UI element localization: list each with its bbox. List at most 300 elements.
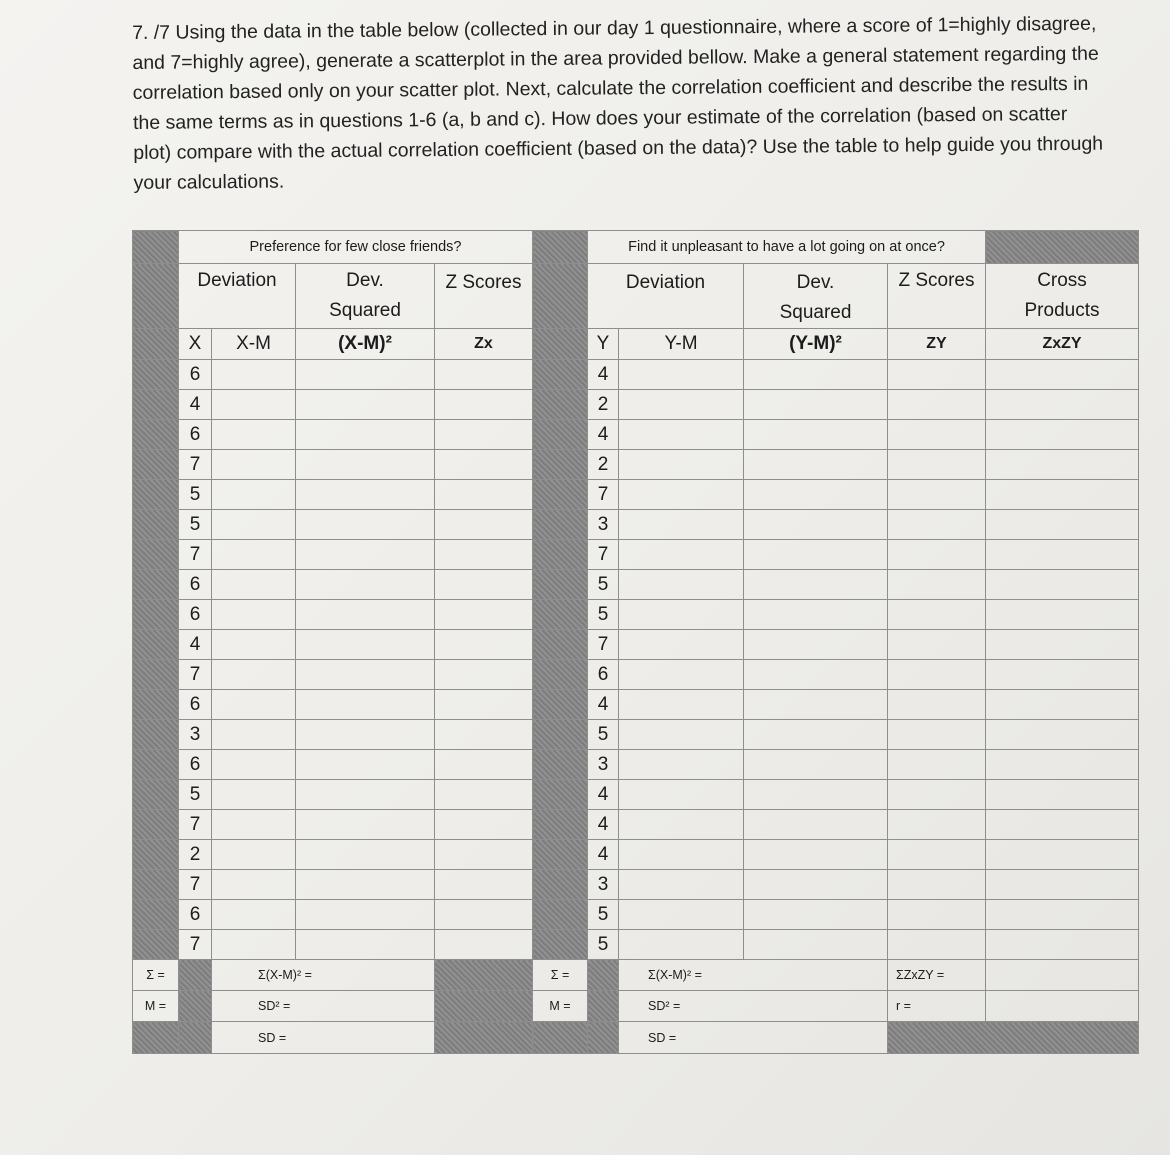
shade-cell xyxy=(533,810,588,840)
zx-cell xyxy=(435,930,533,960)
y-deviation-header: Deviation xyxy=(588,264,744,329)
x-value: 6 xyxy=(179,600,212,630)
table-row xyxy=(133,840,1139,870)
shade-cell xyxy=(133,264,179,329)
x-squared-cell xyxy=(296,480,435,510)
zx-cell xyxy=(435,450,533,480)
shade-cell xyxy=(533,570,588,600)
x-symbol: X xyxy=(179,329,212,360)
x-minus-m-cell xyxy=(212,360,296,390)
shade-cell xyxy=(133,540,179,570)
shade-cell xyxy=(133,930,179,960)
y-value: 4 xyxy=(588,360,619,390)
zx-cell xyxy=(435,690,533,720)
y-value: 2 xyxy=(588,450,619,480)
y-minus-m-cell xyxy=(619,660,744,690)
y-squared-cell xyxy=(744,810,888,840)
x-minus-m-cell xyxy=(212,450,296,480)
y-value: 5 xyxy=(588,720,619,750)
table-row xyxy=(133,450,1139,480)
zxzy-cell xyxy=(986,360,1139,390)
shade-cell xyxy=(435,991,533,1022)
zx-cell xyxy=(435,720,533,750)
zy-cell xyxy=(888,420,986,450)
y-sd-squared-label: SD² = xyxy=(619,991,888,1022)
y-squared-cell xyxy=(744,720,888,750)
shade-cell xyxy=(533,510,588,540)
x-squared-cell xyxy=(296,390,435,420)
shade-cell xyxy=(133,720,179,750)
shade-cell xyxy=(179,960,212,991)
x-minus-m-cell xyxy=(212,900,296,930)
x-deviation-header: Deviation xyxy=(179,264,296,329)
cross-label: Cross xyxy=(1037,270,1087,291)
y-minus-m-cell xyxy=(619,870,744,900)
x-minus-m-cell xyxy=(212,720,296,750)
zx-cell xyxy=(435,840,533,870)
shade-cell xyxy=(133,480,179,510)
zx-cell xyxy=(435,360,533,390)
shade-cell xyxy=(533,390,588,420)
y-squared-cell xyxy=(744,750,888,780)
zy-cell xyxy=(888,390,986,420)
y-minus-m-cell xyxy=(619,750,744,780)
x-minus-m-cell xyxy=(212,930,296,960)
shade-cell xyxy=(533,930,588,960)
shade-cell xyxy=(133,420,179,450)
blank-cell xyxy=(986,960,1139,991)
zxzy-cell xyxy=(986,420,1139,450)
zxzy-cell xyxy=(986,690,1139,720)
zx-cell xyxy=(435,630,533,660)
y-value: 6 xyxy=(588,660,619,690)
zx-cell xyxy=(435,660,533,690)
shade-cell xyxy=(533,690,588,720)
dev-label: Dev. xyxy=(346,270,384,291)
x-mean-label: M = xyxy=(133,991,179,1022)
x-minus-m-cell xyxy=(212,780,296,810)
shade-cell xyxy=(533,360,588,390)
x-minus-m-cell xyxy=(212,750,296,780)
y-value: 7 xyxy=(588,630,619,660)
shade-cell xyxy=(533,630,588,660)
x-value: 6 xyxy=(179,900,212,930)
x-value: 7 xyxy=(179,810,212,840)
x-squared-cell xyxy=(296,900,435,930)
shade-cell xyxy=(133,510,179,540)
sum-zxzy-label: ΣZxZY = xyxy=(888,960,986,991)
x-minus-m-symbol: X-M xyxy=(212,329,296,360)
shade-cell xyxy=(179,1022,212,1054)
zy-cell xyxy=(888,450,986,480)
table-row xyxy=(133,630,1139,660)
y-value: 2 xyxy=(588,390,619,420)
y-squared-symbol: (Y-M)² xyxy=(744,329,888,360)
zx-cell xyxy=(435,510,533,540)
y-mean-label: M = xyxy=(533,991,588,1022)
y-minus-m-cell xyxy=(619,630,744,660)
y-minus-m-cell xyxy=(619,780,744,810)
zxzy-cell xyxy=(986,390,1139,420)
y-squared-cell xyxy=(744,840,888,870)
x-squared-cell xyxy=(296,420,435,450)
y-value: 5 xyxy=(588,930,619,960)
y-minus-m-cell xyxy=(619,420,744,450)
y-value: 5 xyxy=(588,900,619,930)
shade-cell xyxy=(588,1022,619,1054)
y-minus-m-cell xyxy=(619,360,744,390)
y-squared-cell xyxy=(744,480,888,510)
y-squared-cell xyxy=(744,390,888,420)
products-label: Products xyxy=(1024,300,1100,321)
x-squared-cell xyxy=(296,570,435,600)
y-squared-cell xyxy=(744,690,888,720)
x-value: 6 xyxy=(179,360,212,390)
zxzy-cell xyxy=(986,600,1139,630)
x-minus-m-cell xyxy=(212,480,296,510)
x-minus-m-cell xyxy=(212,390,296,420)
x-squared-cell xyxy=(296,360,435,390)
table-row xyxy=(133,420,1139,450)
x-minus-m-cell xyxy=(212,810,296,840)
y-sum-label: Σ = xyxy=(533,960,588,991)
x-squared-cell xyxy=(296,450,435,480)
zxzy-cell xyxy=(986,510,1139,540)
x-value: 5 xyxy=(179,480,212,510)
shade-cell xyxy=(588,960,619,991)
x-variable-title: Preference for few close friends? xyxy=(179,231,533,264)
y-squared-cell xyxy=(744,540,888,570)
x-value: 4 xyxy=(179,630,212,660)
x-minus-m-cell xyxy=(212,600,296,630)
zy-cell xyxy=(888,630,986,660)
x-sum-squares-label: Σ(X-M)² = xyxy=(212,960,435,991)
zy-cell xyxy=(888,690,986,720)
x-value: 6 xyxy=(179,570,212,600)
zy-cell xyxy=(888,660,986,690)
y-minus-m-cell xyxy=(619,480,744,510)
table-row xyxy=(133,600,1139,630)
shade-cell xyxy=(533,329,588,360)
table-row xyxy=(133,930,1139,960)
zy-cell xyxy=(888,750,986,780)
y-variable-title: Find it unpleasant to have a lot going on at once? xyxy=(588,231,986,264)
y-z-scores-header: Z Scores xyxy=(888,264,986,329)
x-squared-cell xyxy=(296,720,435,750)
y-squared-cell xyxy=(744,870,888,900)
table-row xyxy=(133,660,1139,690)
dev-label: Dev. xyxy=(796,272,835,293)
shade-cell xyxy=(533,660,588,690)
zxzy-cell xyxy=(986,660,1139,690)
y-minus-m-cell xyxy=(619,450,744,480)
zxzy-cell xyxy=(986,870,1139,900)
x-squared-cell xyxy=(296,510,435,540)
shade-cell xyxy=(133,600,179,630)
x-minus-m-cell xyxy=(212,870,296,900)
zxzy-cell xyxy=(986,900,1139,930)
r-label: r = xyxy=(888,991,986,1022)
x-value: 3 xyxy=(179,720,212,750)
zxzy-symbol: ZxZY xyxy=(986,329,1139,360)
zxzy-cell xyxy=(986,750,1139,780)
shade-cell xyxy=(133,390,179,420)
x-value: 7 xyxy=(179,930,212,960)
zxzy-cell xyxy=(986,540,1139,570)
x-sd-squared-label: SD² = xyxy=(212,991,435,1022)
shade-cell xyxy=(533,780,588,810)
zx-cell xyxy=(435,750,533,780)
zx-cell xyxy=(435,600,533,630)
shade-cell xyxy=(133,780,179,810)
zxzy-cell xyxy=(986,720,1139,750)
x-minus-m-cell xyxy=(212,540,296,570)
y-value: 4 xyxy=(588,420,619,450)
calculation-table xyxy=(132,230,1139,1054)
shade-cell xyxy=(533,720,588,750)
y-value: 4 xyxy=(588,810,619,840)
shade-cell xyxy=(533,450,588,480)
zx-cell xyxy=(435,780,533,810)
x-value: 7 xyxy=(179,540,212,570)
x-value: 5 xyxy=(179,780,212,810)
shade-cell xyxy=(533,600,588,630)
shade-cell xyxy=(435,960,533,991)
shade-cell xyxy=(533,264,588,329)
y-squared-cell xyxy=(744,780,888,810)
y-minus-m-cell xyxy=(619,840,744,870)
y-squared-cell xyxy=(744,600,888,630)
x-value: 7 xyxy=(179,660,212,690)
shade-cell xyxy=(533,870,588,900)
y-value: 3 xyxy=(588,750,619,780)
shade-cell xyxy=(133,750,179,780)
zy-cell xyxy=(888,900,986,930)
zy-cell xyxy=(888,720,986,750)
zx-cell xyxy=(435,570,533,600)
y-squared-cell xyxy=(744,450,888,480)
shade-cell xyxy=(133,570,179,600)
zxzy-cell xyxy=(986,450,1139,480)
zxzy-cell xyxy=(986,780,1139,810)
x-minus-m-cell xyxy=(212,510,296,540)
y-minus-m-cell xyxy=(619,900,744,930)
shade-cell xyxy=(533,231,588,264)
shade-cell xyxy=(533,750,588,780)
shade-cell xyxy=(533,480,588,510)
y-minus-m-cell xyxy=(619,810,744,840)
shade-cell xyxy=(133,690,179,720)
x-value: 6 xyxy=(179,750,212,780)
y-squared-cell xyxy=(744,360,888,390)
shade-cell xyxy=(533,420,588,450)
zy-cell xyxy=(888,780,986,810)
y-squared-cell xyxy=(744,510,888,540)
zx-cell xyxy=(435,420,533,450)
y-value: 4 xyxy=(588,840,619,870)
x-squared-cell xyxy=(296,810,435,840)
shade-cell xyxy=(533,840,588,870)
zx-cell xyxy=(435,870,533,900)
table-row xyxy=(133,570,1139,600)
shade-cell xyxy=(588,991,619,1022)
y-minus-m-symbol: Y-M xyxy=(619,329,744,360)
x-value: 4 xyxy=(179,390,212,420)
x-squared-symbol: (X-M)² xyxy=(296,329,435,360)
zy-cell xyxy=(888,570,986,600)
zxzy-cell xyxy=(986,810,1139,840)
shade-cell xyxy=(986,231,1139,264)
zxzy-cell xyxy=(986,570,1139,600)
y-squared-cell xyxy=(744,660,888,690)
shade-cell xyxy=(533,900,588,930)
blank-cell xyxy=(986,991,1139,1022)
y-squared-cell xyxy=(744,900,888,930)
x-z-scores-header: Z Scores xyxy=(435,264,533,329)
table-row xyxy=(133,360,1139,390)
table-row xyxy=(133,810,1139,840)
shade-cell xyxy=(133,450,179,480)
y-value: 7 xyxy=(588,480,619,510)
x-minus-m-cell xyxy=(212,570,296,600)
squared-label: Squared xyxy=(329,300,401,321)
table-row xyxy=(133,780,1139,810)
x-value: 6 xyxy=(179,690,212,720)
x-squared-cell xyxy=(296,780,435,810)
shade-cell xyxy=(133,231,179,264)
zx-cell xyxy=(435,480,533,510)
y-minus-m-cell xyxy=(619,540,744,570)
table-row xyxy=(133,900,1139,930)
zy-cell xyxy=(888,510,986,540)
zxzy-cell xyxy=(986,480,1139,510)
x-minus-m-cell xyxy=(212,840,296,870)
zy-cell xyxy=(888,810,986,840)
shade-cell xyxy=(133,660,179,690)
x-squared-cell xyxy=(296,660,435,690)
zy-symbol: ZY xyxy=(888,329,986,360)
zx-symbol: Zx xyxy=(435,329,533,360)
x-squared-cell xyxy=(296,600,435,630)
x-value: 7 xyxy=(179,870,212,900)
table-row xyxy=(133,540,1139,570)
squared-label: Squared xyxy=(779,302,852,323)
x-squared-cell xyxy=(296,840,435,870)
shade-cell xyxy=(133,630,179,660)
zx-cell xyxy=(435,390,533,420)
table-row xyxy=(133,690,1139,720)
y-minus-m-cell xyxy=(619,390,744,420)
shade-cell xyxy=(133,870,179,900)
x-squared-cell xyxy=(296,750,435,780)
x-squared-cell xyxy=(296,870,435,900)
cross-products-header xyxy=(986,264,1139,329)
zx-cell xyxy=(435,540,533,570)
x-minus-m-cell xyxy=(212,420,296,450)
table-row xyxy=(133,870,1139,900)
x-minus-m-cell xyxy=(212,630,296,660)
shade-cell xyxy=(133,329,179,360)
x-value: 2 xyxy=(179,840,212,870)
shade-cell xyxy=(533,1022,588,1054)
x-squared-cell xyxy=(296,630,435,660)
y-minus-m-cell xyxy=(619,690,744,720)
zy-cell xyxy=(888,840,986,870)
table-row xyxy=(133,750,1139,780)
x-minus-m-cell xyxy=(212,660,296,690)
y-minus-m-cell xyxy=(619,930,744,960)
y-sd-label: SD = xyxy=(619,1022,888,1054)
question-prompt: 7. /7 Using the data in the table below (collected in our day 1 questionnaire, where a score of 1=highly disagree, and 7=highly agree), generate a scatterplot in the area provided bellow. Make a general statement regarding the correlation based only on your scatter plot. Next, calculate the correlation coefficient and describe the results in the same terms as in questions 1-6 (a, b and c). How does your estimate of the correlation (based on scatter plot) compare with the actual correlation coefficient (based on the data)? Use the table to help guide you through your calculations. xyxy=(132,12,1104,194)
zy-cell xyxy=(888,930,986,960)
zx-cell xyxy=(435,900,533,930)
y-value: 5 xyxy=(588,570,619,600)
x-value: 6 xyxy=(179,420,212,450)
y-minus-m-cell xyxy=(619,720,744,750)
y-minus-m-cell xyxy=(619,510,744,540)
y-value: 3 xyxy=(588,870,619,900)
y-value: 4 xyxy=(588,780,619,810)
shade-cell xyxy=(179,991,212,1022)
zx-cell xyxy=(435,810,533,840)
x-sum-label: Σ = xyxy=(133,960,179,991)
y-squared-cell xyxy=(744,420,888,450)
y-dev-squared-header xyxy=(744,264,888,329)
x-squared-cell xyxy=(296,690,435,720)
shade-cell xyxy=(133,360,179,390)
y-minus-m-cell xyxy=(619,600,744,630)
y-symbol: Y xyxy=(588,329,619,360)
table-row xyxy=(133,390,1139,420)
x-dev-squared-header xyxy=(296,264,435,329)
x-value: 5 xyxy=(179,510,212,540)
zxzy-cell xyxy=(986,630,1139,660)
table-row xyxy=(133,720,1139,750)
x-squared-cell xyxy=(296,540,435,570)
shade-cell xyxy=(133,840,179,870)
shade-cell xyxy=(133,810,179,840)
x-sd-label: SD = xyxy=(212,1022,435,1054)
zy-cell xyxy=(888,600,986,630)
x-minus-m-cell xyxy=(212,690,296,720)
shade-cell xyxy=(888,1022,1139,1054)
shade-cell xyxy=(133,1022,179,1054)
x-squared-cell xyxy=(296,930,435,960)
zy-cell xyxy=(888,540,986,570)
zxzy-cell xyxy=(986,840,1139,870)
y-value: 4 xyxy=(588,690,619,720)
y-minus-m-cell xyxy=(619,570,744,600)
table-row xyxy=(133,480,1139,510)
zy-cell xyxy=(888,870,986,900)
y-squared-cell xyxy=(744,930,888,960)
table-row xyxy=(133,510,1139,540)
shade-cell xyxy=(533,540,588,570)
zy-cell xyxy=(888,480,986,510)
y-sum-squares-label: Σ(X-M)² = xyxy=(619,960,888,991)
data-rows xyxy=(133,360,1139,960)
shade-cell xyxy=(435,1022,533,1054)
shade-cell xyxy=(133,900,179,930)
y-squared-cell xyxy=(744,630,888,660)
y-value: 3 xyxy=(588,510,619,540)
zy-cell xyxy=(888,360,986,390)
zxzy-cell xyxy=(986,930,1139,960)
y-squared-cell xyxy=(744,570,888,600)
x-value: 7 xyxy=(179,450,212,480)
y-value: 7 xyxy=(588,540,619,570)
y-value: 5 xyxy=(588,600,619,630)
